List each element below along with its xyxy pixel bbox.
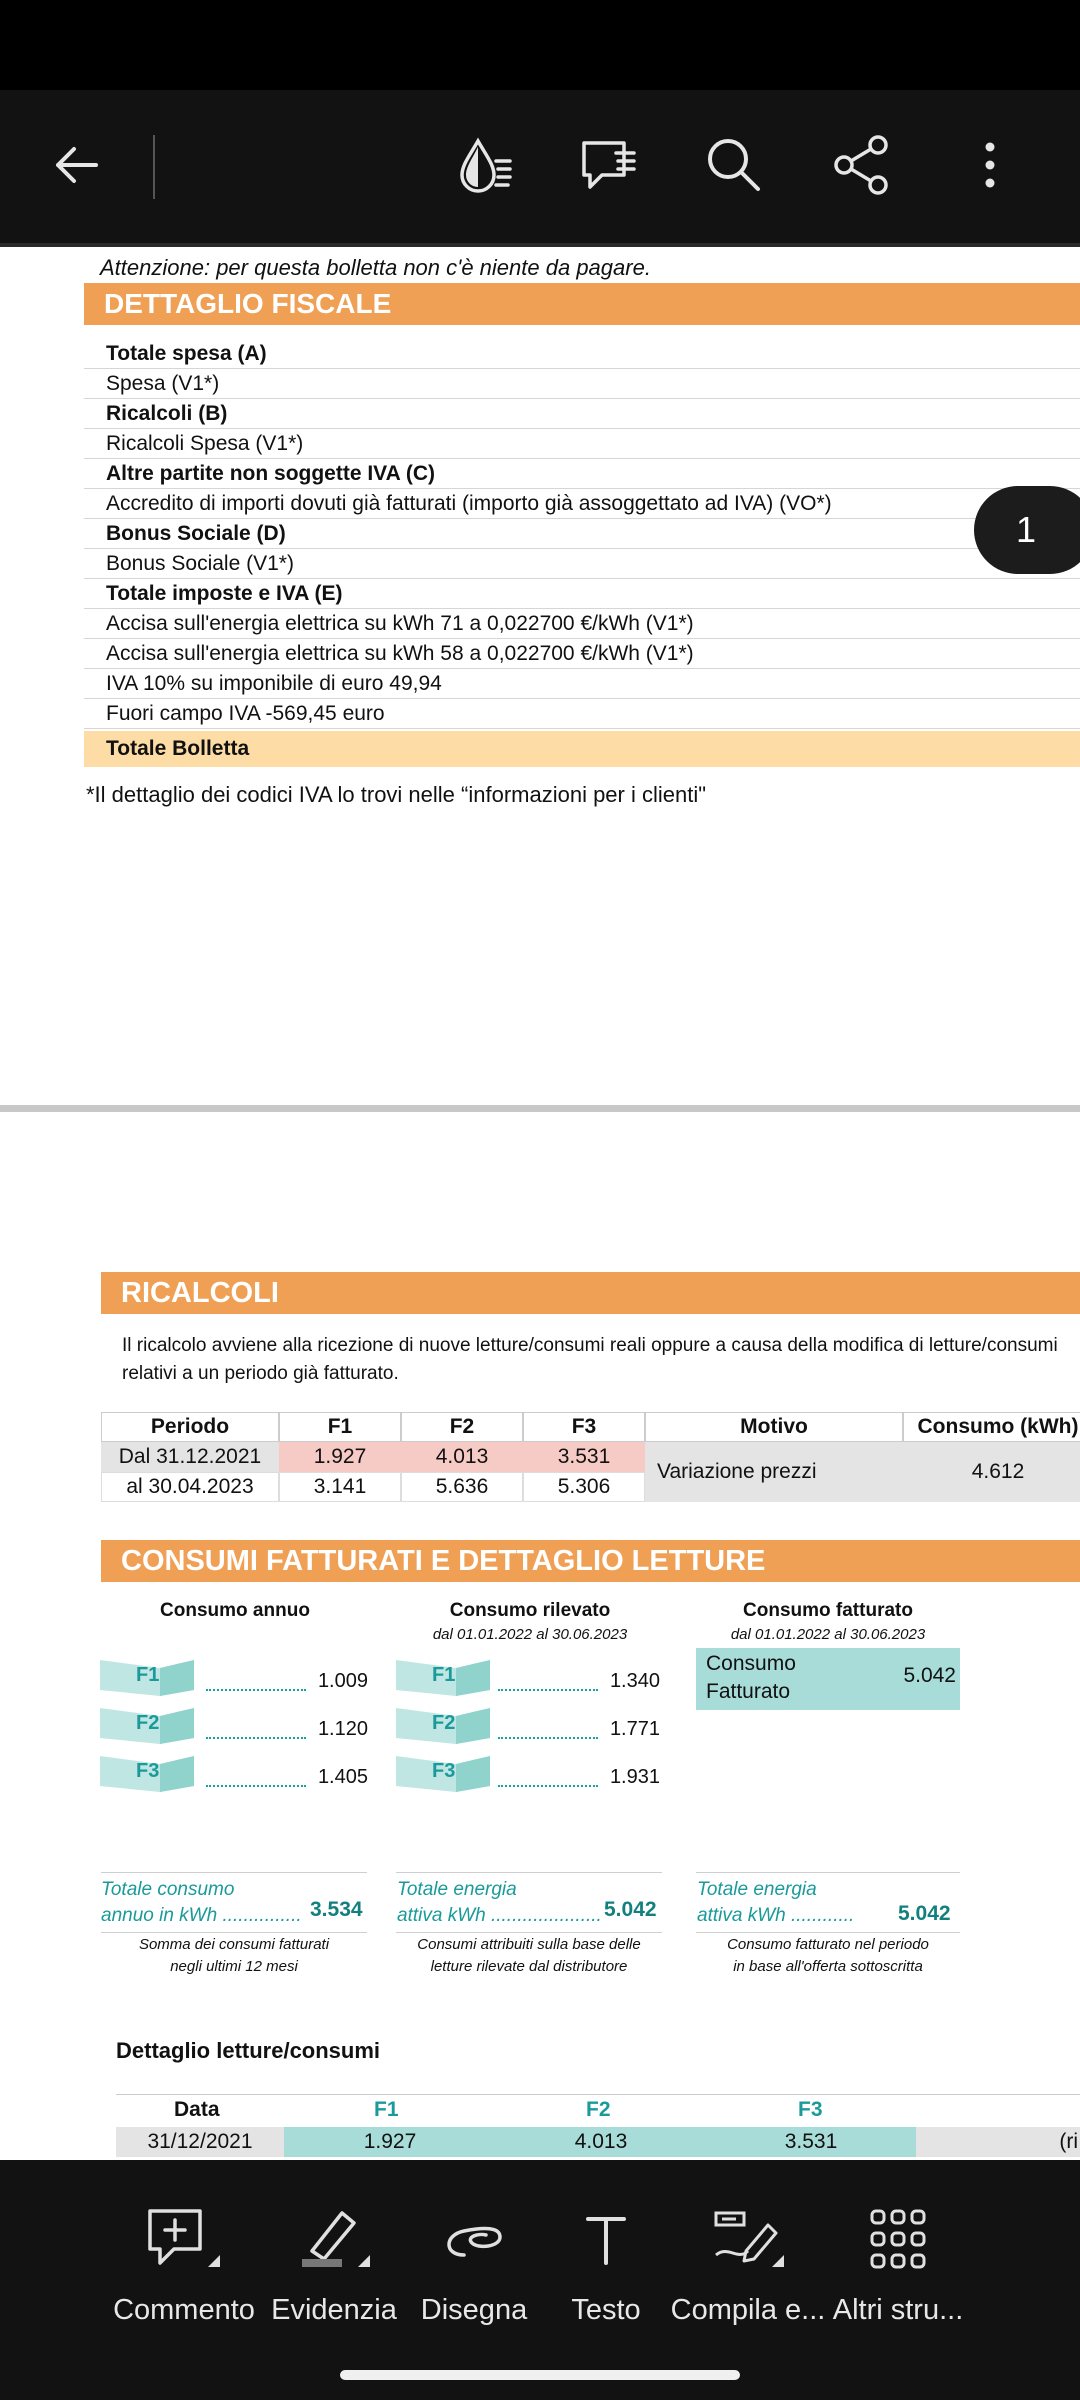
rilevato-f2-value: 1.771 — [609, 1718, 660, 1740]
rt-header-periodo: Periodo — [101, 1412, 279, 1442]
share-icon — [830, 133, 894, 197]
annuo-desc-2: negli ultimi 12 mesi — [170, 1958, 298, 1975]
comment-add-icon — [144, 2205, 224, 2275]
annuo-f3-value: 1.405 — [317, 1766, 368, 1788]
rilevato-desc — [396, 1934, 662, 1978]
annuo-desc — [101, 1934, 367, 1978]
dl-row-tail: (ri — [916, 2127, 1080, 2157]
fiscal-row: Accisa sull'energia elettrica su kWh 58 a 0,022700 €/kWh (V1*) — [84, 639, 1080, 669]
fiscal-row: Accisa sull'energia elettrica su kWh 71 a 0,022700 €/kWh (V1*) — [84, 609, 1080, 639]
annuo-band-f2 — [100, 1708, 194, 1744]
band-label: F2 — [136, 1712, 160, 1734]
annuo-total-label — [101, 1877, 302, 1929]
fiscal-row: Ricalcoli (B) — [84, 399, 1080, 429]
rilevato-total-label-2: attiva kWh ..................... — [397, 1905, 602, 1926]
more-tools-icon — [858, 2205, 938, 2275]
comment-tool-label: Commento — [113, 2294, 255, 2326]
highlighter-icon — [294, 2205, 374, 2275]
consumi-title: CONSUMI FATTURATI E DETTAGLIO LETTURE — [101, 1540, 1080, 1582]
dotted-leader — [206, 1689, 306, 1691]
band-label: F3 — [136, 1760, 160, 1782]
fatturato-total-label-2: attiva kWh ............ — [697, 1905, 855, 1926]
payment-note: Attenzione: per questa bolletta non c'è niente da pagare. — [100, 255, 651, 280]
rilevato-total-label — [397, 1877, 602, 1929]
rt-motivo: Variazione prezzi — [645, 1442, 903, 1502]
fatturato-desc-2: in base all'offerta sottoscritta — [733, 1958, 923, 1975]
page-separator — [0, 1105, 1080, 1112]
fatturato-desc-1: Consumo fatturato nel periodo — [727, 1936, 929, 1953]
status-bar — [0, 0, 1080, 90]
home-indicator[interactable] — [340, 2370, 740, 2380]
fiscal-row: Spesa (V1*) — [84, 369, 1080, 399]
band-label: F3 — [432, 1760, 456, 1782]
dettaglio-title: Dettaglio letture/consumi — [116, 2038, 381, 2063]
rilevato-band-f3 — [396, 1756, 490, 1792]
fiscal-row: Ricalcoli Spesa (V1*) — [84, 429, 1080, 459]
band-label: F2 — [432, 1712, 456, 1734]
fiscal-total-row: Totale Bolletta — [84, 731, 1080, 767]
annuo-title: Consumo annuo — [160, 1600, 310, 1621]
dl-header-f3: F3 — [798, 2098, 823, 2121]
dotted-leader — [498, 1785, 598, 1787]
rt-header-motivo: Motivo — [645, 1412, 903, 1442]
fill-sign-tool[interactable] — [668, 2200, 828, 2327]
rilevato-f3-value: 1.931 — [609, 1766, 660, 1788]
annuo-band-f1 — [100, 1660, 194, 1696]
text-tool-label: Testo — [571, 2294, 641, 2326]
rt-header-f1: F1 — [279, 1412, 401, 1442]
text-tool[interactable] — [526, 2200, 686, 2327]
reading-mode-button[interactable] — [444, 125, 524, 205]
dotted-leader — [206, 1785, 306, 1787]
fiscal-row: Altre partite non soggette IVA (C) — [84, 459, 1080, 489]
text-icon — [566, 2205, 646, 2275]
fiscal-section-title: DETTAGLIO FISCALE — [84, 283, 1080, 325]
rilevato-total-label-1: Totale energia — [397, 1879, 517, 1900]
rilevato-title: Consumo rilevato — [449, 1600, 611, 1621]
dotted-leader — [206, 1737, 306, 1739]
rt-row2-f2: 5.636 — [401, 1472, 523, 1502]
total-divider — [101, 1932, 367, 1933]
rt-row1-f2: 4.013 — [401, 1442, 523, 1472]
dl-header-f2: F2 — [586, 2098, 611, 2121]
dl-header-f1: F1 — [374, 2098, 399, 2121]
dl-row-f2: 4.013 — [496, 2127, 706, 2157]
rt-header-consumo: Consumo (kWh) — [903, 1412, 1080, 1442]
cf-value: 5.042 — [903, 1664, 956, 1687]
rilevato-total-value: 5.042 — [604, 1898, 657, 1921]
rt-header-f3: F3 — [523, 1412, 645, 1442]
fiscal-row: Bonus Sociale (V1*) — [84, 549, 1080, 579]
annuo-f1-value: 1.009 — [317, 1670, 368, 1692]
comments-icon — [576, 133, 640, 197]
comment-tool[interactable] — [104, 2200, 264, 2327]
rt-row2-periodo: al 30.04.2023 — [101, 1472, 279, 1502]
annuo-band-f3 — [100, 1756, 194, 1792]
rilevato-subtitle: dal 01.01.2022 al 30.06.2023 — [432, 1626, 628, 1643]
total-divider — [396, 1872, 662, 1873]
rt-row2-f3: 5.306 — [523, 1472, 645, 1502]
pdf-page-2[interactable] — [0, 1112, 1080, 2160]
band-label: F1 — [136, 1664, 160, 1686]
total-divider — [101, 1872, 367, 1873]
dettaglio-divider — [116, 2094, 1080, 2095]
toolbar-divider — [153, 135, 155, 199]
back-button[interactable] — [36, 125, 116, 205]
search-button[interactable] — [694, 125, 774, 205]
ricalcoli-title: RICALCOLI — [101, 1272, 1080, 1314]
reading-mode-icon — [452, 133, 516, 197]
annuo-total-label-1: Totale consumo — [101, 1879, 235, 1900]
rt-consumo: 4.612 — [903, 1442, 1080, 1502]
fill-sign-icon — [708, 2205, 788, 2275]
pdf-page-1[interactable] — [0, 247, 1080, 1105]
rt-row1-f3: 3.531 — [523, 1442, 645, 1472]
fatturato-subtitle: dal 01.01.2022 al 30.06.2023 — [730, 1626, 926, 1643]
fill-sign-tool-label: Compila e... — [670, 2294, 826, 2326]
fiscal-row: Accredito di importi dovuti già fatturati (importo già assoggettato ad IVA) (VO*) — [84, 489, 1080, 519]
share-button[interactable] — [822, 125, 902, 205]
dotted-leader — [498, 1689, 598, 1691]
fiscal-row: Totale spesa (A) — [84, 339, 1080, 369]
comments-button[interactable] — [568, 125, 648, 205]
search-icon — [702, 133, 766, 197]
ricalcoli-description: Il ricalcolo avviene alla ricezione di nuove letture/consumi reali oppure a causa della modifica di letture/consumi relativi a un periodo già fatturato. — [122, 1335, 1058, 1384]
consumo-fatturato-box — [696, 1648, 960, 1710]
fatturato-total-label-1: Totale energia — [697, 1879, 817, 1900]
fatturato-title: Consumo fatturato — [743, 1600, 913, 1621]
rilevato-f1-value: 1.340 — [609, 1670, 660, 1692]
highlight-tool[interactable] — [254, 2200, 414, 2327]
cf-label: Consumo Fatturato — [706, 1652, 796, 1703]
total-divider — [396, 1932, 662, 1933]
vat-footnote: *Il dettaglio dei codici IVA lo trovi nelle “informazioni per i clienti" — [86, 782, 707, 807]
total-divider — [696, 1872, 960, 1873]
dl-row-f3: 3.531 — [706, 2127, 916, 2157]
fiscal-row: Bonus Sociale (D) — [84, 519, 1080, 549]
dl-row-f1: 1.927 — [284, 2127, 496, 2157]
draw-tool-label: Disegna — [420, 2294, 528, 2326]
fatturato-total-label — [697, 1877, 854, 1929]
fiscal-row: Totale imposte e IVA (E) — [84, 579, 1080, 609]
more-options-button[interactable] — [950, 125, 1030, 205]
rt-row1-f1: 1.927 — [279, 1442, 401, 1472]
fiscal-row: Fuori campo IVA -569,45 euro — [84, 699, 1080, 729]
dl-row-data: 31/12/2021 — [116, 2127, 284, 2157]
fiscal-rows — [84, 339, 1080, 767]
fatturato-desc — [696, 1934, 960, 1978]
rilevato-desc-1: Consumi attribuiti sulla base delle — [417, 1936, 641, 1953]
annuo-desc-1: Somma dei consumi fatturati — [138, 1936, 330, 1953]
annuo-total-label-2: annuo in kWh ............... — [101, 1905, 302, 1926]
fiscal-row: IVA 10% su imponibile di euro 49,94 — [84, 669, 1080, 699]
highlight-tool-label: Evidenzia — [271, 2294, 397, 2326]
annuo-f2-value: 1.120 — [317, 1718, 368, 1740]
page-number-badge[interactable]: 1 — [974, 486, 1080, 574]
more-tools[interactable] — [818, 2200, 978, 2327]
rt-row2-f1: 3.141 — [279, 1472, 401, 1502]
band-label: F1 — [432, 1664, 456, 1686]
rilevato-band-f1 — [396, 1660, 490, 1696]
rilevato-desc-2: letture rilevate dal distributore — [430, 1958, 628, 1975]
top-toolbar — [0, 90, 1080, 243]
dotted-leader — [498, 1737, 598, 1739]
more-tools-label: Altri stru... — [832, 2294, 964, 2326]
fatturato-total-value: 5.042 — [898, 1902, 951, 1925]
draw-icon — [434, 2205, 514, 2275]
rilevato-band-f2 — [396, 1708, 490, 1744]
total-divider — [696, 1932, 960, 1933]
rt-header-f2: F2 — [401, 1412, 523, 1442]
dl-header-data: Data — [174, 2098, 220, 2121]
arrow-left-icon — [46, 135, 106, 195]
annuo-total-value: 3.534 — [310, 1898, 363, 1921]
more-vertical-icon — [970, 133, 1010, 197]
rt-row1-periodo: Dal 31.12.2021 — [101, 1442, 279, 1472]
